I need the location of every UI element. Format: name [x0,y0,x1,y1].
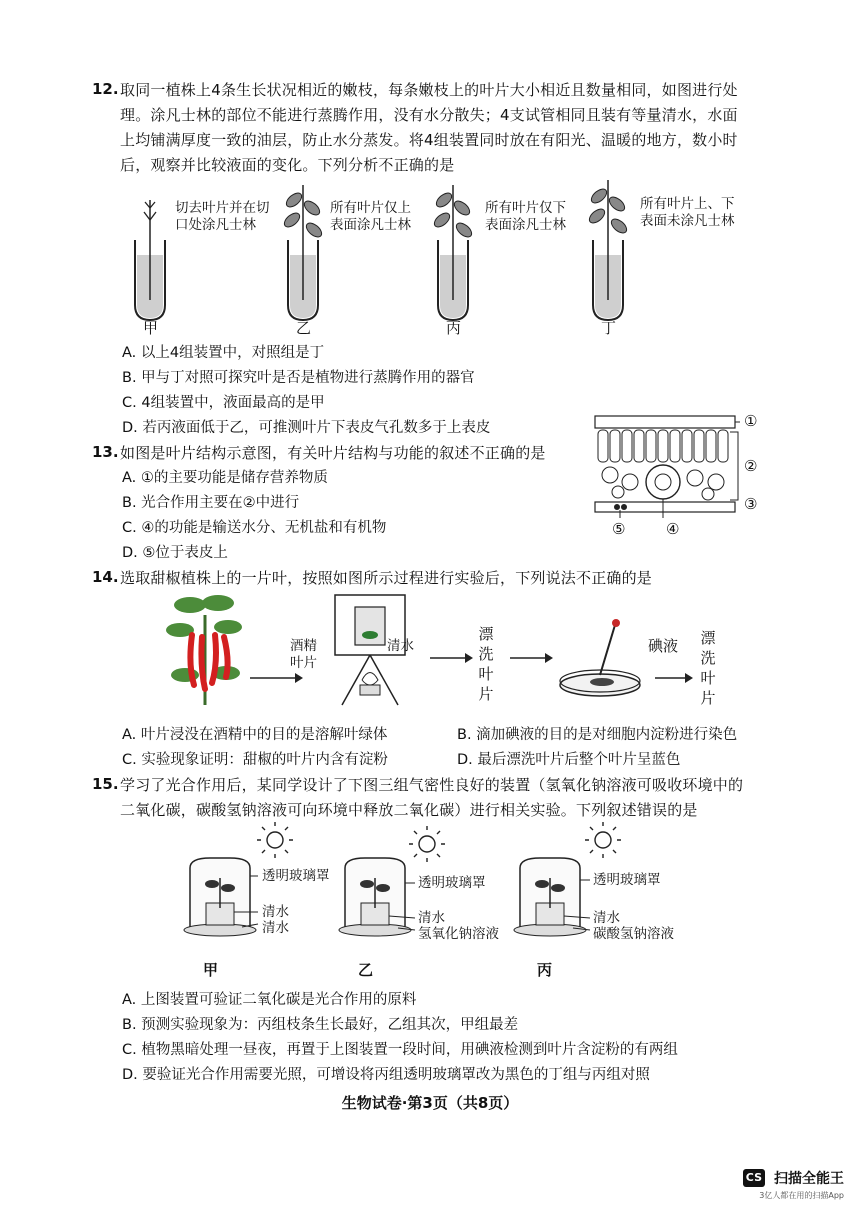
q14-option-d: D. 最后漂洗叶片后整个叶片呈蓝色 [457,752,681,768]
sun-icon [409,826,445,862]
leaf-marker-3: ③ [744,495,758,513]
q12-option-d: D. 若丙液面低于乙，可推测叶片下表皮气孔数多于上表皮 [122,420,491,436]
q13-option-b: B. 光合作用主要在②中进行 [122,495,300,511]
scanner-tagline: 3亿人都在用的扫描App [759,1191,844,1200]
q13-option-a: A. ①的主要功能是储存营养物质 [122,470,328,486]
question-12-number: 12. [92,80,119,98]
rinse-label-2-char-4: 片 [700,689,716,707]
q15-stem-line-1: 学习了光合作用后，某同学设计了下图三组气密性良好的装置（氢氧化钠溶液可吸收环境中的 [120,776,744,794]
q15-stem-line-2: 二氧化碳，碳酸氢钠溶液可向环境中释放二氧化碳）进行相关实验。下列叙述错误的是 [120,801,698,819]
rinse-label-2-char-2: 洗 [700,649,716,667]
jar-bing-top-label: 清水 [593,910,620,926]
q15-option-d: D. 要验证光合作用需要光照，可增设将丙组透明玻璃罩改为黑色的丁组与丙组对照 [122,1067,650,1083]
tube-label-jia: 甲 [143,319,159,337]
jar-yi-bottom-label: 氢氧化钠溶液 [418,926,499,942]
tube-ding-note-1: 所有叶片上、下 [640,196,735,212]
sun-icon [257,822,293,858]
q12-stem-line-1: 取同一植株上4条生长状况相近的嫩枝，每条嫩枝上的叶片大小相近且数量相同，如图进行处 [120,81,738,99]
leaf-marker-5: ⑤ [612,520,626,538]
tube-ding [587,180,629,320]
rinse-label-1-char-3: 叶 [478,665,494,683]
petri-dish-with-dropper [560,619,640,696]
jar-label-bing: 丙 [537,961,553,979]
question-13-number: 13. [92,443,119,461]
tube-yi [282,185,324,320]
label-leaf: 叶片 [290,655,317,671]
scanner-watermark [743,1168,844,1202]
tube-label-yi: 乙 [296,319,312,337]
jar-jia-top-label: 清水 [262,904,289,920]
q13-option-d: D. ⑤位于表皮上 [122,545,228,561]
tube-jia-note-2: 口处涂凡士林 [175,217,256,233]
label-water: 清水 [387,638,414,654]
q12-option-c: C. 4组装置中，液面最高的是甲 [122,395,325,411]
tube-bing-note-2: 表面涂凡士林 [485,217,566,233]
q12-option-b: B. 甲与丁对照可探究叶是否是植物进行蒸腾作用的器官 [122,370,475,386]
rinse-label-2-char-3: 叶 [700,669,716,687]
rinse-label-1-char-2: 洗 [478,645,494,663]
jar-yi-cover-label: 透明玻璃罩 [418,875,486,891]
jar-bing-cover-label: 透明玻璃罩 [593,872,661,888]
page-footer: 生物试卷·第3页（共8页） [341,1094,519,1112]
rinse-label-1-char-4: 片 [478,685,494,703]
tube-yi-note-1: 所有叶片仅上 [330,200,411,216]
jar-label-yi: 乙 [358,961,374,979]
tube-bing-note-1: 所有叶片仅下 [485,200,566,216]
q13-stem: 如图是叶片结构示意图，有关叶片结构与功能的叙述不正确的是 [120,444,546,462]
jar-yi-top-label: 清水 [418,910,445,926]
jar-yi [339,858,415,936]
scanner-brand-name: 扫描全能王 [774,1171,844,1187]
jar-jia [184,858,258,936]
rinse-label-1-char-1: 漂 [478,625,494,643]
q14-stem: 选取甜椒植株上的一片叶，按照如图所示过程进行实验后，下列说法不正确的是 [120,569,653,587]
q14-option-b: B. 滴加碘液的目的是对细胞内淀粉进行染色 [457,727,738,743]
q12-stem-line-2: 理。涂凡士林的部位不能进行蒸腾作用，没有水分散失；4支试管相同且装有等量清水，水面 [120,106,738,124]
q13-option-c: C. ④的功能是输送水分、无机盐和有机物 [122,520,387,536]
q15-option-c: C. 植物黑暗处理一昼夜，再置于上图装置一段时间，用碘液检测到叶片含淀粉的有两组 [122,1042,678,1058]
rinse-label-2-char-1: 漂 [700,629,716,647]
sun-icon [585,822,621,858]
tube-label-bing: 丙 [446,319,462,337]
q15-option-b: B. 预测实验现象为：丙组枝条生长最好，乙组其次，甲组最差 [122,1017,519,1033]
q14-option-a: A. 叶片浸没在酒精中的目的是溶解叶绿体 [122,727,388,743]
jar-bing-bottom-label: 碳酸氢钠溶液 [593,926,674,942]
q15-option-a: A. 上图装置可验证二氧化碳是光合作用的原料 [122,992,417,1008]
tube-jia-note-1: 切去叶片并在切 [175,200,270,216]
q12-option-a: A. 以上4组装置中，对照组是丁 [122,345,325,361]
leaf-marker-1: ① [744,412,758,430]
q14-option-c: C. 实验现象证明：甜椒的叶片内含有淀粉 [122,752,388,768]
pepper-plant-image [166,595,242,705]
tube-bing [432,185,474,320]
scanner-logo-icon: CS [743,1169,765,1187]
label-iodine: 碘液 [648,637,679,655]
tube-ding-note-2: 表面未涂凡士林 [640,213,735,229]
q12-stem-line-4: 后，观察并比较液面的变化。下列分析不正确的是 [120,156,455,174]
leaf-cross-section-figure [590,410,740,520]
jar-jia-cover-label: 透明玻璃罩 [262,868,330,884]
tube-jia [135,200,165,320]
jar-bing [514,858,590,936]
question-14-number: 14. [92,568,119,586]
label-alcohol: 酒精 [290,638,317,654]
question-15-number: 15. [92,775,119,793]
jar-jia-bottom-label: 清水 [262,920,289,936]
tube-yi-note-2: 表面涂凡士林 [330,217,411,233]
leaf-marker-2: ② [744,457,758,475]
tube-label-ding: 丁 [601,319,617,337]
jar-label-jia: 甲 [203,961,219,979]
leaf-marker-4: ④ [666,520,680,538]
q12-stem-line-3: 上均铺满厚度一致的油层，防止水分蒸发。将4组装置同时放在有阳光、温暖的地方，数小时 [120,131,738,149]
